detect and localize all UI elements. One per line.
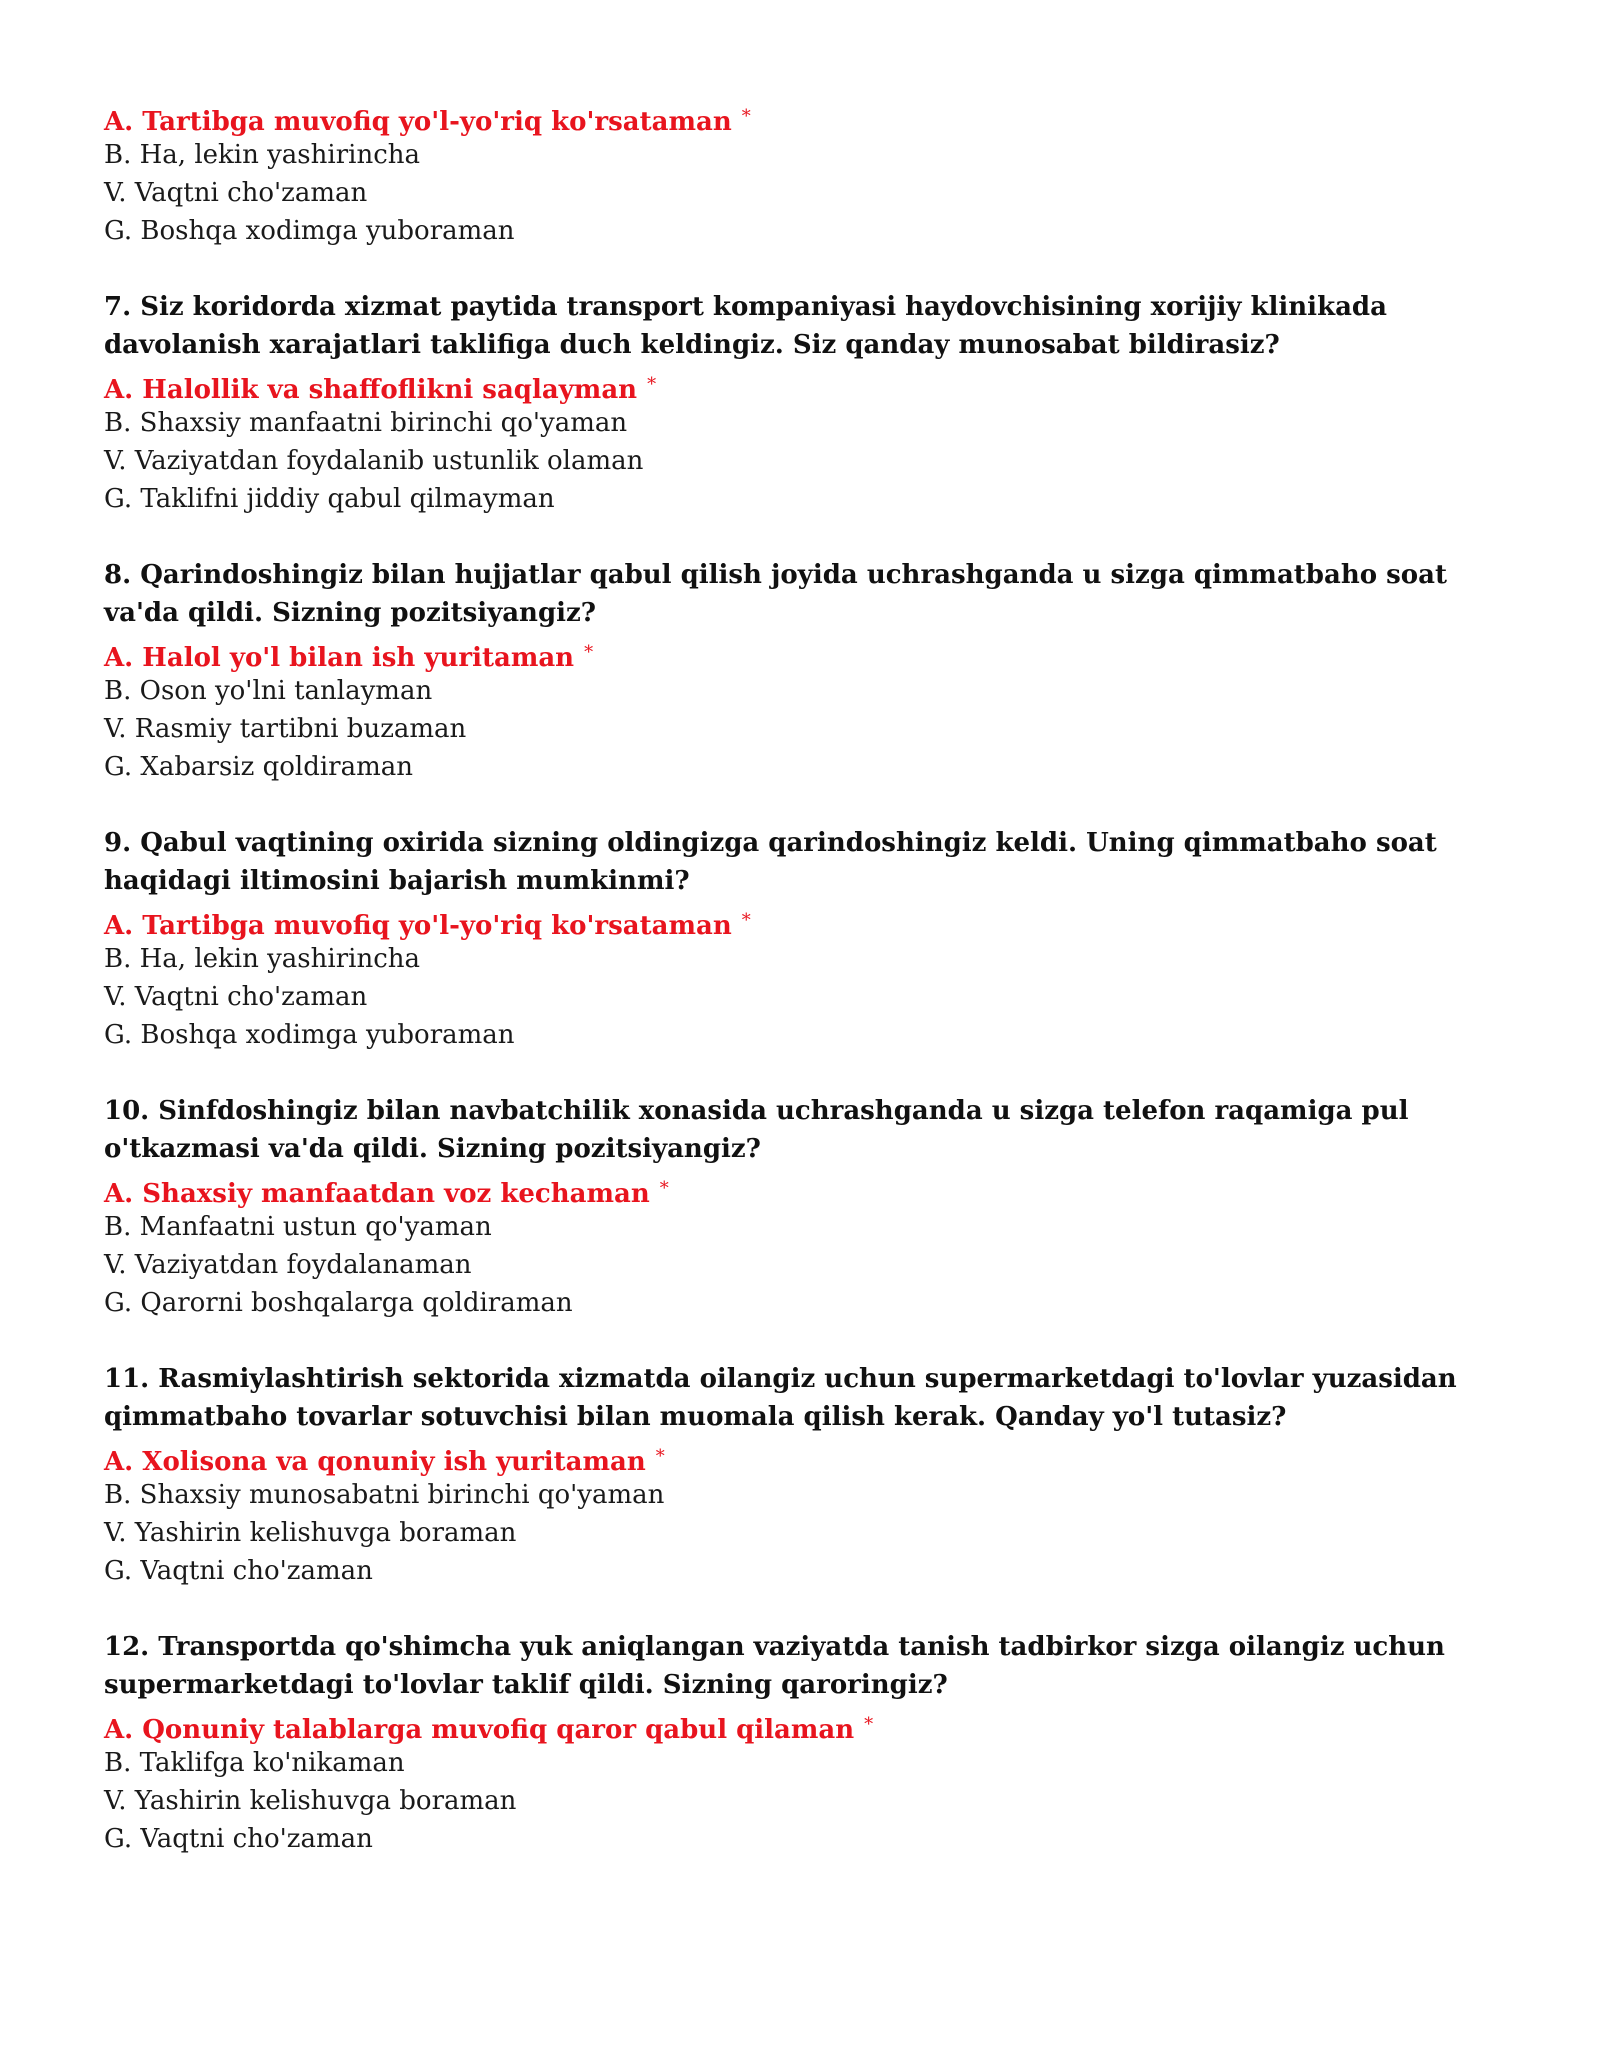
correct-marker: * [741, 106, 751, 127]
option: B. Shaxsiy manfaatni birinchi qo'yaman [104, 408, 628, 438]
question-text: 10. Sinfdoshingiz bilan navbatchilik xonasida uchrashganda u sizga telefon raqamiga pul o'tkazmasi va'da qildi. Sizning pozitsiyangiz? [104, 1096, 1409, 1164]
option: V. Vaziyatdan foydalanaman [104, 1250, 472, 1280]
correct-marker: * [864, 1714, 874, 1735]
option: V. Yashirin kelishuvga boraman [104, 1518, 517, 1548]
correct-marker: * [655, 1446, 665, 1467]
option: V. Vaziyatdan foydalanib ustunlik olaman [104, 446, 644, 476]
answer-options [104, 1170, 1500, 1322]
question-11 [104, 1360, 1500, 1590]
option: G. Vaqtni cho'zaman [104, 1556, 373, 1586]
option: B. Shaxsiy munosabatni birinchi qo'yaman [104, 1480, 665, 1510]
question-10 [104, 1092, 1500, 1322]
question-text: 8. Qarindoshingiz bilan hujjatlar qabul qilish joyida uchrashganda u sizga qimmatbaho soat va'da qildi. Sizning pozitsiyangiz? [104, 560, 1447, 628]
option-correct: A. Xolisona va qonuniy ish yuritaman * [104, 1446, 665, 1477]
question-7 [104, 288, 1500, 518]
correct-marker: * [741, 910, 751, 931]
option: V. Yashirin kelishuvga boraman [104, 1786, 517, 1816]
option-correct: A. Tartibga muvofiq yo'l-yo'riq ko'rsataman * [104, 106, 751, 137]
correct-marker: * [647, 374, 657, 395]
question-text: 11. Rasmiylashtirish sektorida xizmatda oilangiz uchun supermarketdagi to'lovlar yuzasidan qimmatbaho tovarlar sotuvchisi bilan muomala qilish kerak. Qanday yo'l tutasiz? [104, 1364, 1457, 1432]
intro-options [104, 98, 1500, 250]
option: G. Vaqtni cho'zaman [104, 1824, 373, 1854]
option-correct: A. Halol yo'l bilan ish yuritaman * [104, 642, 594, 673]
option: V. Rasmiy tartibni buzaman [104, 714, 467, 744]
option: B. Ha, lekin yashirincha [104, 140, 421, 170]
answer-options [104, 1438, 1500, 1590]
question-9 [104, 824, 1500, 1054]
option: V. Vaqtni cho'zaman [104, 982, 368, 1012]
option: G. Qarorni boshqalarga qoldiraman [104, 1288, 573, 1318]
option-correct: A. Halollik va shaffoflikni saqlayman * [104, 374, 657, 405]
question-8 [104, 556, 1500, 786]
question-12 [104, 1628, 1500, 1858]
option-correct: A. Qonuniy talablarga muvofiq qaror qabul qilaman * [104, 1714, 874, 1745]
correct-marker: * [584, 642, 594, 663]
option: B. Ha, lekin yashirincha [104, 944, 421, 974]
answer-options [104, 634, 1500, 786]
option: B. Manfaatni ustun qo'yaman [104, 1212, 492, 1242]
option: G. Xabarsiz qoldiraman [104, 752, 413, 782]
correct-marker: * [659, 1178, 669, 1199]
option: B. Oson yo'lni tanlayman [104, 676, 433, 706]
question-text: 9. Qabul vaqtining oxirida sizning oldingizga qarindoshingiz keldi. Uning qimmatbaho soat haqidagi iltimosini bajarish mumkinmi? [104, 828, 1437, 896]
option-correct: A. Tartibga muvofiq yo'l-yo'riq ko'rsataman * [104, 910, 751, 941]
answer-options [104, 366, 1500, 518]
option: G. Taklifni jiddiy qabul qilmayman [104, 484, 555, 514]
question-text: 7. Siz koridorda xizmat paytida transport kompaniyasi haydovchisining xorijiy klinikada davolanish xarajatlari taklifiga duch keldingiz. Siz qanday munosabat bildirasiz? [104, 292, 1387, 360]
option: V. Vaqtni cho'zaman [104, 178, 368, 208]
option: G. Boshqa xodimga yuboraman [104, 216, 515, 246]
answer-options [104, 1706, 1500, 1858]
option-correct: A. Shaxsiy manfaatdan voz kechaman * [104, 1178, 669, 1209]
answer-options [104, 902, 1500, 1054]
question-text: 12. Transportda qo'shimcha yuk aniqlangan vaziyatda tanish tadbirkor sizga oilangiz uchun supermarketdagi to'lovlar taklif qildi. Sizning qaroringiz? [104, 1632, 1445, 1700]
option: G. Boshqa xodimga yuboraman [104, 1020, 515, 1050]
option: B. Taklifga ko'nikaman [104, 1748, 405, 1778]
